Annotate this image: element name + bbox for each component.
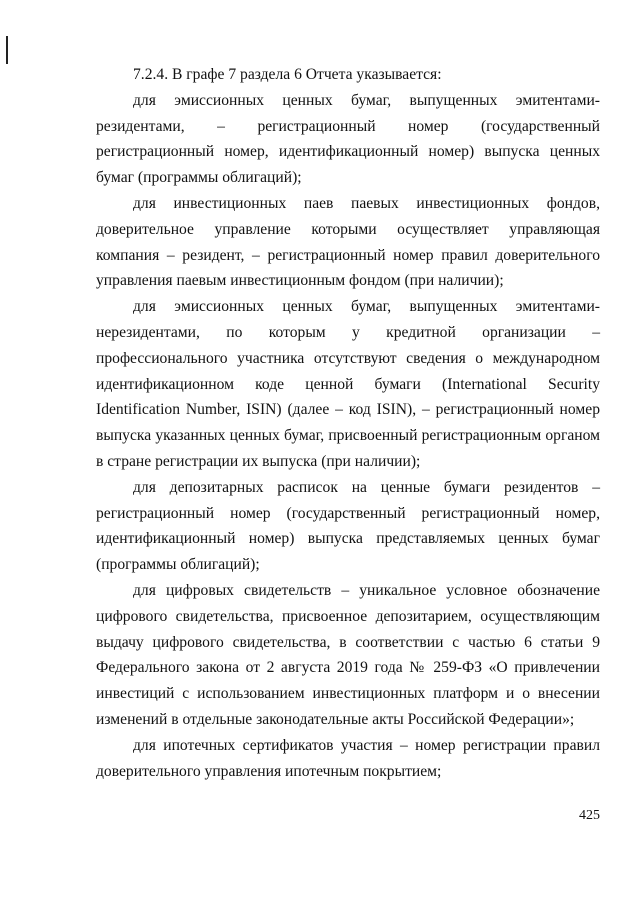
paragraph-mortgage-certificates: для ипотечных сертификатов участия – номер регистрации правил доверительного управления ипотечным покрытием;	[96, 736, 600, 780]
margin-mark	[6, 36, 8, 64]
page-number: 425	[579, 808, 600, 823]
paragraph-investment-units: для инвестиционных паев паевых инвестиционных фондов, доверительное управление которыми осуществляет управляющая компания – резидент, – регистрационный номер правил доверительного управления паевым инвестиционным фондом (при наличии);	[96, 194, 600, 290]
paragraph-emission-residents: для эмиссионных ценных бумаг, выпущенных эмитентами-резидентами, – регистрационный номер (государственный регистрационный номер, идентификационный номер) выпуска ценных бумаг (программы облигаций);	[96, 91, 600, 187]
paragraph-digital-certificates: для цифровых свидетельств – уникальное условное обозначение цифрового свидетельства, присвоенное депозитарием, осуществляющим выдачу цифрового свидетельства, в соответствии с частью 6 статьи 9 Федерального закона от 2 августа 2019 года № 259-ФЗ «О привлечении инвестиций с использованием инвестиционных платформ и о внесении изменений в отдельные законодательные акты Российской Федерации»;	[96, 581, 600, 728]
section-heading: 7.2.4. В графе 7 раздела 6 Отчета указывается:	[133, 66, 442, 83]
body-text	[96, 62, 600, 784]
paragraph-depositary-receipts: для депозитарных расписок на ценные бумаги резидентов – регистрационный номер (государственный регистрационный номер, идентификационный номер) выпуска представляемых ценных бумаг (программы облигаций);	[96, 478, 600, 574]
paragraph-emission-nonresidents: для эмиссионных ценных бумаг, выпущенных эмитентами-нерезидентами, по которым у кредитной организации – профессионального участника отсутствуют сведения о международном идентификационном коде ценной бумаги (International Security Identification Number, ISIN) (далее – код ISIN), – регистрационный номер выпуска указанных ценных бумаг, присвоенный регистрационным органом в стране регистрации их выпуска (при наличии);	[96, 298, 600, 470]
